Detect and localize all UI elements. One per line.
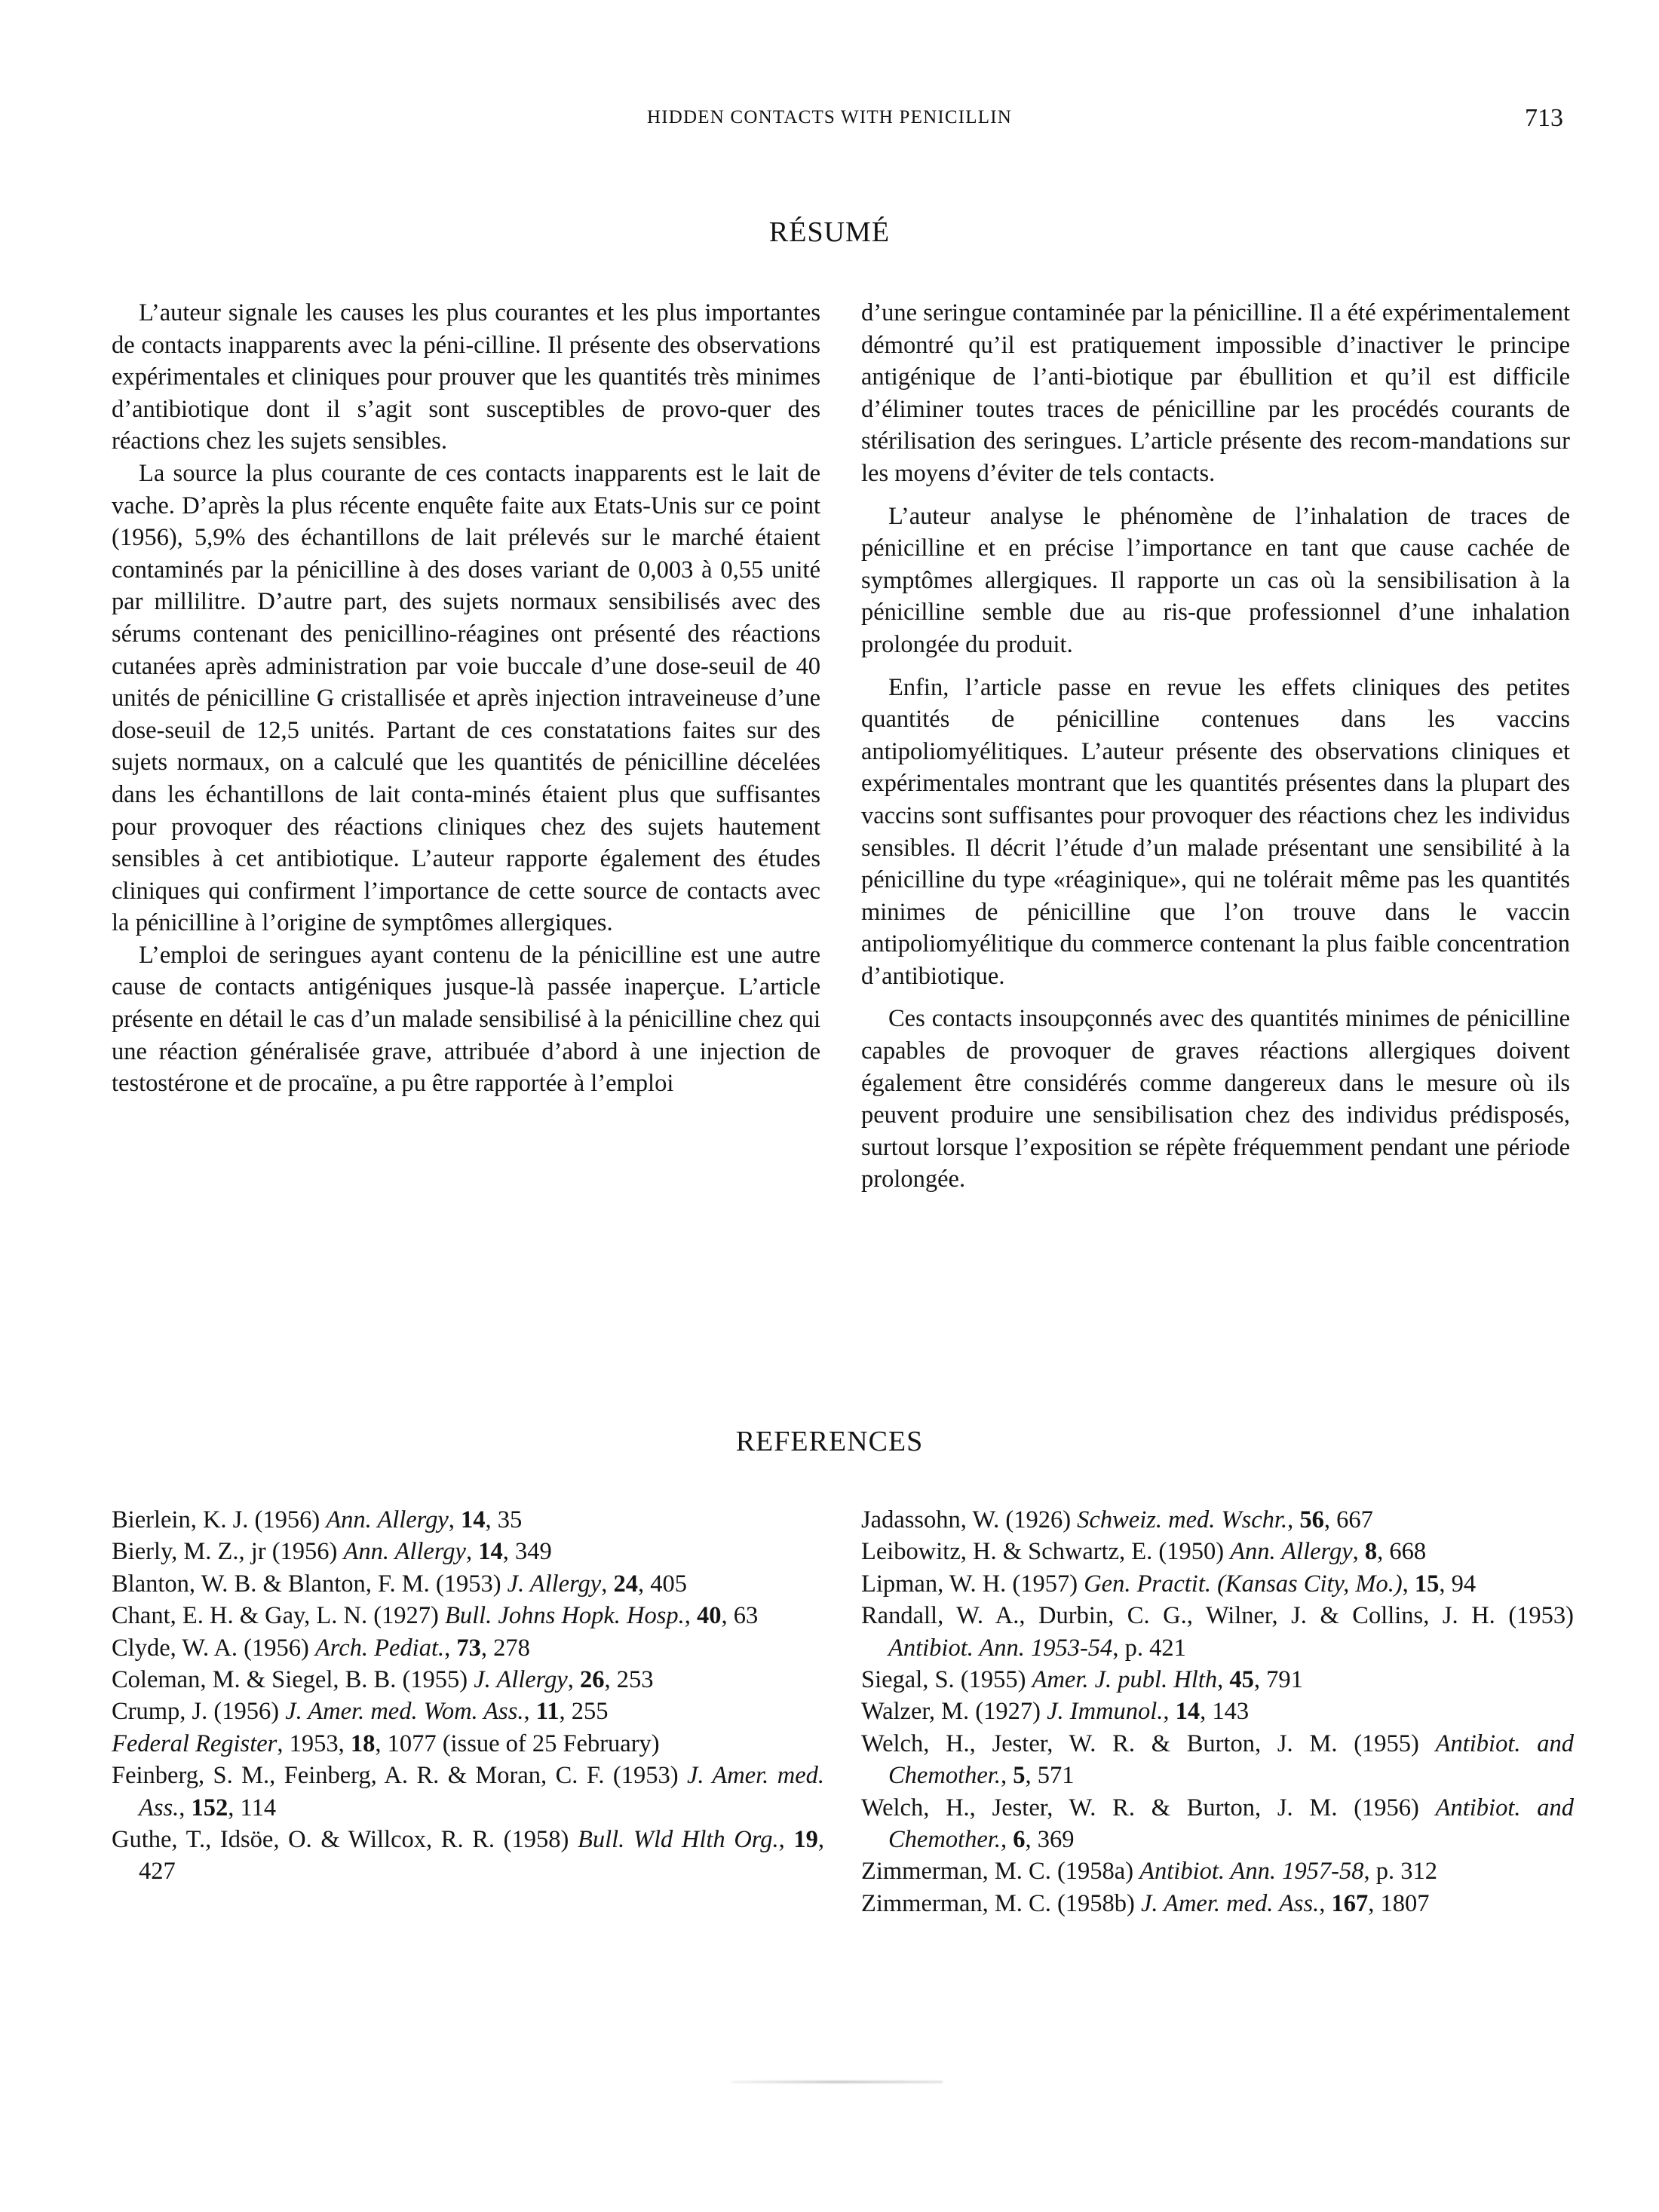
reference-pages: 1077 [387,1729,437,1757]
reference-authors: Zimmerman, M. C. (1958a) [861,1858,1134,1886]
reference-volume: 15 [1414,1570,1440,1598]
reference-entry: Blanton, W. B. & Blanton, F. M. (1953) J. Allergy, 24, 405 [112,1570,687,1598]
reference-entry: Clyde, W. A. (1956) Arch. Pediat., 73, 278 [112,1634,530,1662]
reference-authors: Blanton, W. B. & Blanton, F. M. (1953) [112,1570,501,1598]
reference-journal: Antibiot. and Chemother. [888,1729,1574,1790]
reference-entry: Leibowitz, H. & Schwartz, E. (1950) Ann. Allergy, 8, 668 [861,1538,1427,1566]
page-number: 713 [1525,104,1563,132]
reference-authors: Siegal, S. (1955) [861,1666,1026,1694]
reference-authors: Leibowitz, H. & Schwartz, E. (1950) [861,1538,1225,1566]
reference-entry: Bierly, M. Z., jr (1956) Ann. Allergy, 14, 349 [112,1538,552,1566]
reference-authors: Jadassohn, W. (1926) [861,1506,1072,1533]
reference-authors: Welch, H., Jester, W. R. & Burton, J. M. (1956) [861,1794,1419,1821]
reference-journal: Gen. Practit. (Kansas City, Mo.) [1084,1570,1403,1598]
running-title: HIDDEN CONTACTS WITH PENICILLIN [647,107,1012,127]
reference-pages: p. 312 [1375,1858,1437,1886]
reference-pages: 667 [1336,1506,1373,1533]
reference-volume: 11 [535,1698,560,1726]
reference-entry: Jadassohn, W. (1926) Schweiz. med. Wschr., 56, 667 [861,1506,1373,1533]
reference-authors: Coleman, M. & Siegel, B. B. (1955) [112,1666,468,1694]
reference-pages: 63 [733,1602,759,1630]
reference-entry: Zimmerman, M. C. (1958a) Antibiot. Ann. 1957-58, p. 312 [861,1858,1437,1886]
resume-paragraph: L’auteur analyse le phénomène de l’inhalation de traces de pénicilline et en précise l’importance en tant que cause cachée de symptômes allergiques. Il rapporte un cas où la sensibilisation à la pénicilline semble due au ris-que professionnel d’une inhalation prolongée du produit. [861,502,1570,658]
reference-journal: Amer. J. publ. Hlth [1032,1666,1218,1694]
reference-year: 1953 [289,1729,339,1757]
reference-authors: Randall, W. A., Durbin, C. G., Wilner, J. & Collins, J. H. (1953) [861,1602,1574,1630]
reference-pages: 253 [616,1666,654,1694]
reference-journal: Schweiz. med. Wschr. [1077,1506,1288,1533]
reference-volume: 8 [1364,1538,1378,1566]
reference-note: (issue of 25 February) [442,1729,660,1757]
resume-paragraph: d’une seringue contaminée par la pénicilline. Il a été expérimentalement démontré qu’il est pratiquement impossible d’inactiver le principe antigénique de l’anti-biotique par ébullition et qu’il est difficile d’éliminer toutes traces de pénicilline par les procédés courants de stérilisation des seringues. L’article présente des recom-mandations sur les moyens d’éviter de tels contacts. [861,299,1570,487]
reference-entry: Feinberg, S. M., Feinberg, A. R. & Moran, C. F. (1953) J. Amer. med. Ass., 152, 114 [112,1762,824,1821]
resume-paragraph: Ces contacts insoupçonnés avec des quantités minimes de pénicilline capables de provoquer de graves réactions allergiques doivent également être considérés comme dangereux dans le mesure où ils peuvent produire une sensibilisation chez des individus prédisposés, surtout lorsque l’exposition se répète fréquemment pendant une période prolongée. [861,1005,1570,1193]
references-left-column [112,1504,824,1888]
scan-artifact [731,2081,943,2083]
reference-volume: 6 [1013,1826,1026,1854]
reference-journal: Ann. Allergy [1230,1538,1353,1566]
reference-journal: J. Amer. med. Ass. [139,1762,824,1821]
reference-entry: Coleman, M. & Siegel, B. B. (1955) J. Allergy, 26, 253 [112,1666,654,1694]
reference-volume: 19 [793,1826,818,1854]
reference-authors: Guthe, T., Idsöe, O. & Willcox, R. R. (1958) [112,1826,569,1854]
reference-pages: 571 [1037,1762,1075,1790]
reference-volume: 18 [350,1729,376,1757]
reference-pages: 94 [1451,1570,1477,1598]
reference-volume: 73 [456,1634,481,1662]
reference-journal: Antibiot. Ann. 1957-58 [1139,1858,1364,1886]
reference-volume: 167 [1331,1889,1369,1917]
reference-volume: 152 [191,1794,228,1821]
reference-pages: 35 [497,1506,523,1533]
resume-paragraph: L’auteur signale les causes les plus courantes et les plus importantes de contacts inapparents avec la péni-cilline. Il présente des observations expérimentales et cliniques pour prouver que les quantités très minimes d’antibiotique dont il s’agit sont susceptibles de provo-quer des réactions chez les sujets sensibles. [112,299,820,455]
reference-entry: Guthe, T., Idsöe, O. & Willcox, R. R. (1958) Bull. Wld Hlth Org., 19, 427 [112,1826,824,1886]
reference-pages: 427 [139,1858,176,1886]
reference-journal: Ann. Allergy [326,1506,449,1533]
reference-volume: 14 [1175,1698,1201,1726]
references-right-column [861,1504,1574,1919]
reference-pages: p. 421 [1124,1634,1186,1662]
reference-volume: 5 [1013,1762,1026,1790]
reference-authors: Clyde, W. A. (1956) [112,1634,309,1662]
reference-journal: J. Allergy [474,1666,568,1694]
reference-authors: Walzer, M. (1927) [861,1698,1041,1726]
reference-entry: Lipman, W. H. (1957) Gen. Practit. (Kansas City, Mo.), 15, 94 [861,1570,1477,1598]
reference-pages: 143 [1212,1698,1250,1726]
reference-journal: J. Allergy [507,1570,602,1598]
reference-entry: Welch, H., Jester, W. R. & Burton, J. M. (1955) Antibiot. and Chemother., 5, 571 [861,1729,1574,1790]
reference-journal: J. Immunol. [1047,1698,1164,1726]
reference-pages: 255 [571,1698,609,1726]
reference-authors: Zimmerman, M. C. (1958b) [861,1889,1135,1917]
reference-journal: Arch. Pediat. [314,1634,445,1662]
references-heading: REFERENCES [735,1426,924,1457]
reference-volume: 14 [461,1506,486,1533]
reference-pages: 405 [650,1570,687,1598]
reference-journal: Antibiot. Ann. 1953-54 [888,1634,1113,1662]
reference-entry: Walzer, M. (1927) J. Immunol., 14, 143 [861,1698,1250,1726]
reference-pages: 114 [240,1794,277,1821]
resume-paragraph: Enfin, l’article passe en revue les effets cliniques des petites quantités de pénicilline contenues dans les vaccins antipoliomyélitiques. L’auteur présente des observations cliniques et expérimentales montrant que les quantités présentes dans la plupart des vaccins sont suffisantes pour provoquer des réactions chez les individus sensibles. Il décrit l’étude d’un malade présentant une sensibilité à la pénicilline du type «réaginique», qui ne tolérait même pas les quantités minimes de pénicilline que l’on trouve dans le vaccin antipoliomyélitique du commerce contenant la plus faible concentration d’antibiotique. [861,673,1570,990]
reference-pages: 349 [514,1538,552,1566]
reference-journal: Ann. Allergy [343,1538,466,1566]
reference-pages: 1807 [1380,1889,1430,1917]
reference-entry: Chant, E. H. & Gay, L. N. (1927) Bull. Johns Hopk. Hosp., 40, 63 [112,1602,759,1630]
reference-authors: Feinberg, S. M., Feinberg, A. R. & Moran, C. F. (1953) [112,1762,679,1790]
reference-entry: Randall, W. A., Durbin, C. G., Wilner, J. & Collins, J. H. (1953) Antibiot. Ann. 1953-54, p. 421 [861,1602,1574,1662]
reference-authors: Chant, E. H. & Gay, L. N. (1927) [112,1602,439,1630]
reference-journal: Federal Register [112,1729,278,1757]
reference-entry: Crump, J. (1956) J. Amer. med. Wom. Ass., 11, 255 [112,1698,609,1726]
reference-pages: 668 [1389,1538,1427,1566]
reference-entry: Siegal, S. (1955) Amer. J. publ. Hlth, 45, 791 [861,1666,1303,1694]
reference-entry: Bierlein, K. J. (1956) Ann. Allergy, 14, 35 [112,1506,523,1533]
reference-volume: 24 [613,1570,638,1598]
reference-journal: J. Amer. med. Ass. [1141,1889,1320,1917]
reference-journal: Bull. Wld Hlth Org. [577,1826,779,1854]
resume-paragraph: L’emploi de seringues ayant contenu de la pénicilline est une autre cause de contacts antigéniques jusque-là passée inaperçue. L’article présente en détail le cas d’un malade sensibilisé à la pénicilline chez qui une réaction généralisée grave, attribuée d’abord à une injection de testostérone et de procaïne, a pu être rapportée à l’emploi [112,941,820,1098]
resume-left-column [112,297,820,1100]
reference-journal: Antibiot. and Chemother. [888,1794,1574,1854]
reference-entry: Federal Register, 1953, 18, 1077 (issue of 25 February) [112,1729,660,1757]
reference-authors: Welch, H., Jester, W. R. & Burton, J. M. (1955) [861,1729,1419,1757]
reference-pages: 369 [1037,1826,1075,1854]
reference-volume: 26 [580,1666,605,1694]
reference-volume: 45 [1229,1666,1254,1694]
resume-right-column [861,297,1570,1206]
reference-authors: Lipman, W. H. (1957) [861,1570,1078,1598]
reference-volume: 40 [697,1602,722,1630]
reference-pages: 278 [493,1634,530,1662]
reference-authors: Bierlein, K. J. (1956) [112,1506,320,1533]
reference-journal: J. Amer. med. Wom. Ass. [285,1698,524,1726]
reference-pages: 791 [1266,1666,1303,1694]
resume-heading: RÉSUMÉ [768,216,891,248]
reference-volume: 14 [478,1538,503,1566]
running-head [0,104,1659,137]
reference-authors: Crump, J. (1956) [112,1698,280,1726]
reference-authors: Bierly, M. Z., jr (1956) [112,1538,338,1566]
reference-journal: Bull. Johns Hopk. Hosp. [445,1602,685,1630]
reference-entry: Welch, H., Jester, W. R. & Burton, J. M. (1956) Antibiot. and Chemother., 6, 369 [861,1794,1574,1854]
reference-volume: 56 [1299,1506,1324,1533]
resume-paragraph: La source la plus courante de ces contacts inapparents est le lait de vache. D’après la plus récente enquête faite aux Etats-Unis sur ce point (1956), 5,9% des échantillons de lait prélevés sur le marché étaient contaminés par la pénicilline à des doses variant de 0,003 à 0,55 unité par millilitre. D’autre part, des sujets normaux sensibilisés avec des sérums contenant des penicillino-réagines ont présenté des réactions cutanées après administration par voie buccale d’une dose-seuil de 40 unités de pénicilline G cristallisée et après injection intraveineuse d’une dose-seuil de 12,5 unités. Partant de ces constatations faites sur des sujets normaux, on a calculé que les quantités de pénicilline décelées dans les échantillons de lait conta-minés étaient plus que suffisantes pour provoquer des réactions cliniques chez des sujets hautement sensibles à cet antibiotique. L’auteur rapporte également des études cliniques qui confirment l’importance de cette source de contacts avec la pénicilline à l’origine de symptômes allergiques. [112,459,820,937]
reference-entry: Zimmerman, M. C. (1958b) J. Amer. med. Ass., 167, 1807 [861,1889,1430,1917]
